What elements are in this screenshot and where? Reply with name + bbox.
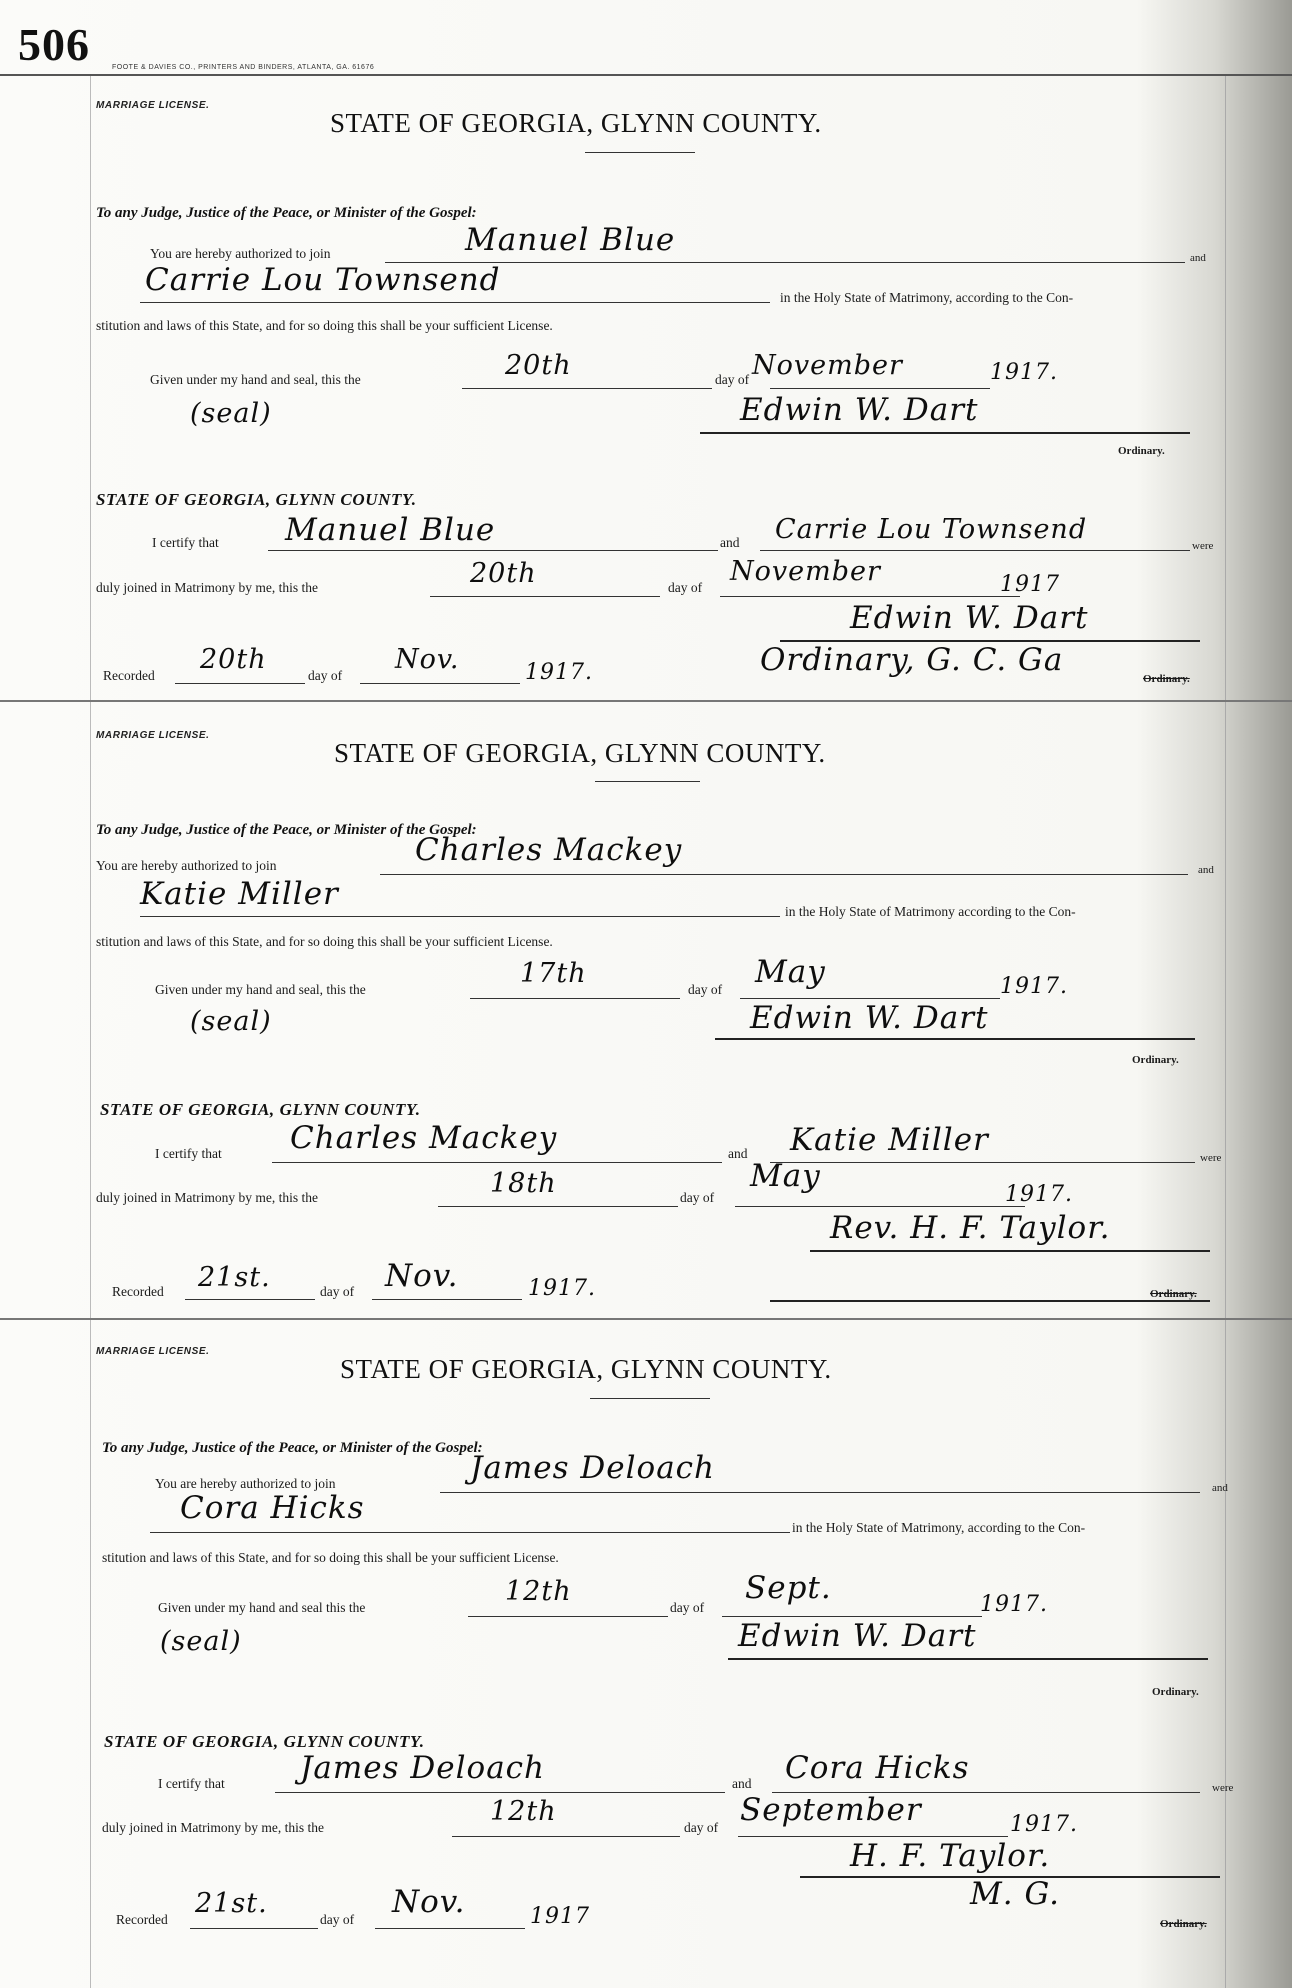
addressee: To any Judge, Justice of the Peace, or Minister of the Gospel: (96, 205, 477, 221)
printer-imprint: FOOTE & DAVIES CO., PRINTERS AND BINDERS, ATLANTA, GA. 61676 (112, 64, 375, 71)
duly-joined-text: duly joined in Matrimony by me, this the (96, 580, 318, 595)
month-line (722, 1616, 982, 1617)
month-line (770, 388, 990, 389)
ordinary-signature: Edwin W. Dart (750, 1000, 989, 1036)
cert-groom: Manuel Blue (285, 512, 496, 548)
license-day: 17th (520, 958, 587, 989)
were-text: were (1200, 1152, 1222, 1164)
license-year: 1917. (990, 360, 1058, 385)
recorded-month: Nov. (395, 644, 460, 675)
cert-day-line (452, 1836, 680, 1837)
certificate-title: STATE OF GEORGIA, GLYNN COUNTY. (96, 490, 417, 509)
recorded-day-of-text: day of (308, 668, 343, 683)
ordinary-sig-line (700, 432, 1190, 434)
and-text: and (1212, 1482, 1228, 1494)
cert-bride: Carrie Lou Townsend (775, 514, 1088, 545)
ordinary-label: Ordinary. (1152, 1686, 1199, 1698)
authorized-text: You are hereby authorized to join (150, 246, 331, 261)
recorded-month-line (375, 1928, 525, 1929)
license-bride: Cora Hicks (180, 1490, 365, 1526)
page-number: 506 (18, 19, 90, 70)
cert-and-text: and (728, 1146, 748, 1161)
recorded-day: 20th (200, 644, 267, 675)
given-text: Given under my hand and seal this the (158, 1600, 366, 1615)
certificate-title: STATE OF GEORGIA, GLYNN COUNTY. (104, 1732, 425, 1751)
seal-mark: (seal) (160, 1626, 242, 1657)
duly-joined-text: duly joined in Matrimony by me, this the (102, 1820, 324, 1835)
recorded-day: 21st. (195, 1888, 268, 1919)
officiant-signature: Edwin W. Dart (850, 600, 1089, 636)
day-line (470, 998, 680, 999)
record-separator (0, 1318, 1292, 1320)
license-label: MARRIAGE LICENSE. (96, 100, 210, 111)
title-rule (585, 152, 695, 153)
day-of-text: day of (715, 372, 750, 387)
cert-day-of-text: day of (668, 580, 703, 595)
license-label: MARRIAGE LICENSE. (96, 1346, 210, 1357)
officiant-line (810, 1250, 1210, 1252)
day-of-text: day of (688, 982, 723, 997)
cert-month: September (740, 1792, 922, 1828)
license-groom: James Deloach (470, 1450, 716, 1486)
certify-text: I certify that (152, 535, 219, 550)
certify-text: I certify that (155, 1146, 222, 1161)
cert-day-of-text: day of (680, 1190, 715, 1205)
cert-month-line (735, 1206, 1025, 1207)
recorded-text: Recorded (103, 668, 155, 683)
bride-line (150, 1532, 790, 1533)
month-line (740, 998, 1000, 999)
cert-bride-line (770, 1162, 1195, 1163)
officiant-title: M. G. (970, 1876, 1060, 1912)
seal-mark: (seal) (190, 1006, 272, 1037)
ordinary-struck: Ordinary. (1150, 1288, 1197, 1300)
constitution-text: stitution and laws of this State, and for so doing this shall be your sufficient License. (96, 934, 553, 949)
cert-groom-line (275, 1792, 725, 1793)
license-month: Sept. (745, 1570, 832, 1606)
authorized-text: You are hereby authorized to join (155, 1476, 336, 1491)
were-text: were (1212, 1782, 1234, 1794)
license-groom: Charles Mackey (415, 832, 683, 868)
given-text: Given under my hand and seal, this the (155, 982, 366, 997)
recorded-day-of-text: day of (320, 1284, 355, 1299)
holy-state-text: in the Holy State of Matrimony according to the Con- (785, 904, 1076, 919)
cert-day-line (430, 596, 660, 597)
cert-day: 18th (490, 1168, 557, 1199)
were-text: were (1192, 540, 1214, 552)
cert-month: May (750, 1158, 821, 1194)
recorded-month: Nov. (385, 1258, 459, 1294)
ordinary-signature: Edwin W. Dart (740, 392, 979, 428)
cert-month: November (730, 556, 881, 587)
cert-bride-line (760, 550, 1190, 551)
holy-state-text: in the Holy State of Matrimony, according to the Con- (780, 290, 1074, 305)
license-day: 20th (505, 350, 572, 381)
ordinary-signature: Edwin W. Dart (738, 1618, 977, 1654)
bride-line (140, 302, 770, 303)
constitution-text: stitution and laws of this State, and for so doing this shall be your sufficient License. (96, 318, 553, 333)
license-day: 12th (505, 1576, 572, 1607)
officiant-title: Ordinary, G. C. Ga (760, 642, 1064, 678)
cert-year: 1917. (1010, 1812, 1078, 1837)
recorded-day-line (185, 1299, 315, 1300)
cert-groom: James Deloach (300, 1750, 546, 1786)
officiant-signature: H. F. Taylor. (850, 1838, 1051, 1874)
license-groom: Manuel Blue (465, 222, 676, 258)
given-text: Given under my hand and seal, this the (150, 372, 361, 387)
day-of-text: day of (670, 1600, 705, 1615)
cert-month-line (720, 596, 1020, 597)
license-month: November (752, 350, 903, 381)
license-bride: Carrie Lou Townsend (145, 262, 501, 298)
recorded-day-line (175, 683, 305, 684)
recorded-day: 21st. (198, 1262, 271, 1293)
license-title: STATE OF GEORGIA, GLYNN COUNTY. (340, 1354, 832, 1384)
bride-line (140, 916, 780, 917)
addressee: To any Judge, Justice of the Peace, or Minister of the Gospel: (96, 822, 477, 838)
license-title: STATE OF GEORGIA, GLYNN COUNTY. (330, 108, 822, 138)
right-margin-line (1225, 76, 1226, 1988)
groom-line (380, 874, 1188, 875)
cert-day-of-text: day of (684, 1820, 719, 1835)
recorded-ordinary-line (770, 1300, 1210, 1302)
cert-bride: Katie Miller (790, 1122, 989, 1158)
license-title: STATE OF GEORGIA, GLYNN COUNTY. (334, 738, 826, 768)
license-bride: Katie Miller (140, 876, 339, 912)
cert-month-line (738, 1836, 1008, 1837)
constitution-text: stitution and laws of this State, and for so doing this shall be your sufficient License. (102, 1550, 559, 1565)
holy-state-text: in the Holy State of Matrimony, according to the Con- (792, 1520, 1086, 1535)
day-line (462, 388, 712, 389)
license-year: 1917. (980, 1592, 1048, 1617)
recorded-month: Nov. (392, 1884, 466, 1920)
cert-day: 12th (490, 1796, 557, 1827)
cert-year: 1917 (1000, 572, 1060, 597)
ordinary-struck: Ordinary. (1143, 673, 1190, 685)
recorded-day-of-text: day of (320, 1912, 355, 1927)
ordinary-sig-line (728, 1658, 1208, 1660)
recorded-text: Recorded (112, 1284, 164, 1299)
left-margin-line (90, 76, 91, 1988)
cert-day: 20th (470, 558, 537, 589)
top-rule (0, 74, 1292, 76)
license-label: MARRIAGE LICENSE. (96, 730, 210, 741)
cert-and-text: and (732, 1776, 752, 1791)
cert-groom-line (268, 550, 718, 551)
record-separator (0, 700, 1292, 702)
recorded-year: 1917 (530, 1904, 590, 1929)
ordinary-label: Ordinary. (1132, 1054, 1179, 1066)
recorded-year: 1917. (528, 1276, 596, 1301)
cert-year: 1917. (1005, 1182, 1073, 1207)
recorded-year: 1917. (525, 660, 593, 685)
cert-groom-line (272, 1162, 722, 1163)
day-line (468, 1616, 668, 1617)
groom-line (385, 262, 1185, 263)
certify-text: I certify that (158, 1776, 225, 1791)
ordinary-label: Ordinary. (1118, 445, 1165, 457)
recorded-day-line (190, 1928, 318, 1929)
and-text: and (1190, 252, 1206, 264)
recorded-month-line (372, 1299, 522, 1300)
addressee: To any Judge, Justice of the Peace, or Minister of the Gospel: (102, 1440, 483, 1456)
and-text: and (1198, 864, 1214, 876)
seal-mark: (seal) (190, 398, 272, 429)
duly-joined-text: duly joined in Matrimony by me, this the (96, 1190, 318, 1205)
license-year: 1917. (1000, 974, 1068, 999)
title-rule (590, 1398, 710, 1399)
authorized-text: You are hereby authorized to join (96, 858, 277, 873)
ordinary-sig-line (715, 1038, 1195, 1040)
cert-groom: Charles Mackey (290, 1120, 558, 1156)
certificate-title: STATE OF GEORGIA, GLYNN COUNTY. (100, 1100, 421, 1119)
cert-day-line (438, 1206, 678, 1207)
license-month: May (755, 954, 826, 990)
title-rule (595, 781, 700, 782)
officiant-signature: Rev. H. F. Taylor. (830, 1210, 1111, 1246)
cert-and-text: and (720, 535, 740, 550)
recorded-text: Recorded (116, 1912, 168, 1927)
ordinary-struck: Ordinary. (1160, 1918, 1207, 1930)
groom-line (440, 1492, 1200, 1493)
recorded-month-line (360, 683, 520, 684)
cert-bride: Cora Hicks (785, 1750, 970, 1786)
